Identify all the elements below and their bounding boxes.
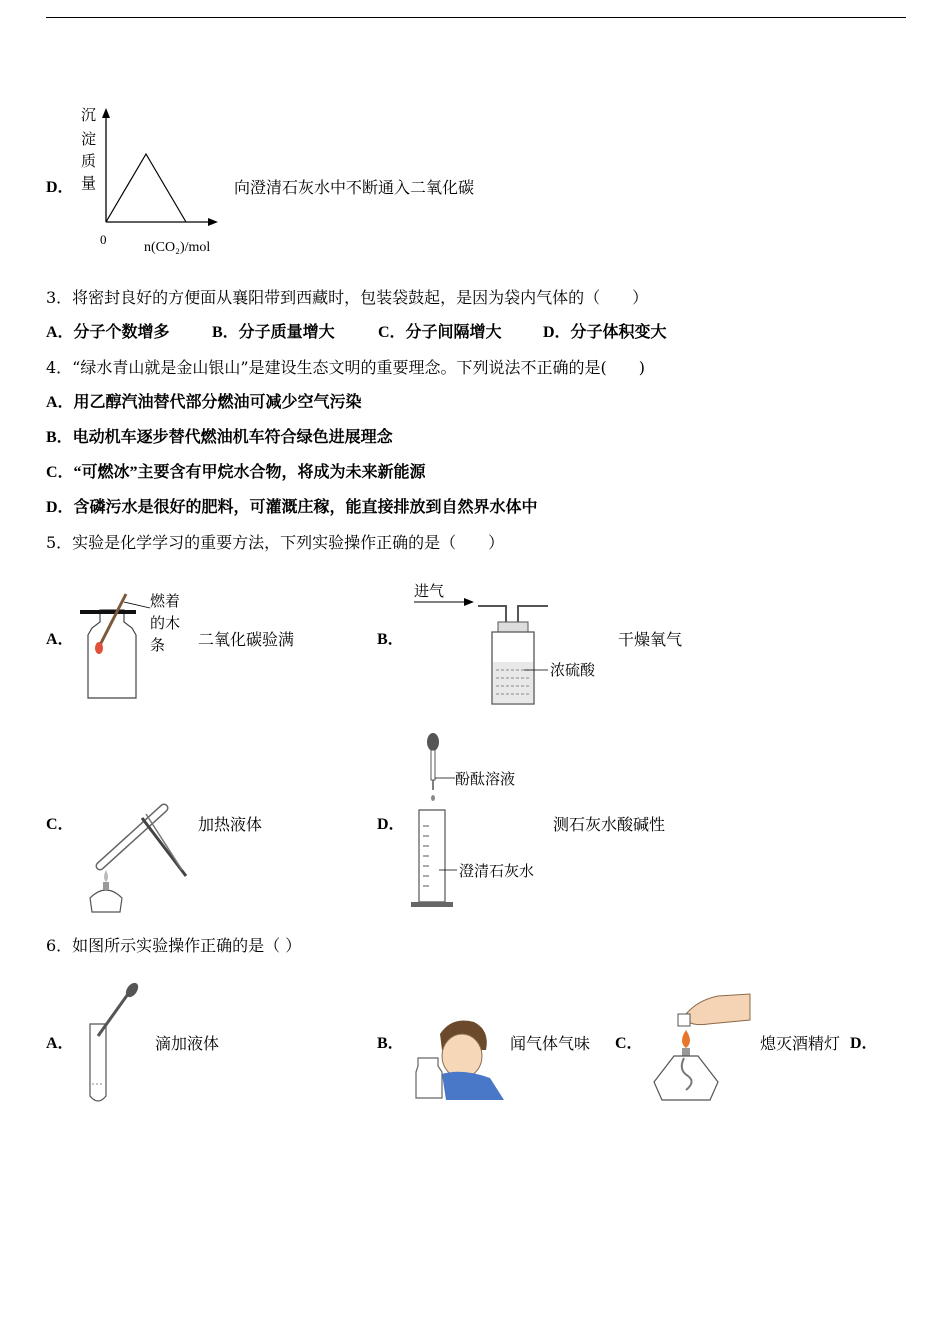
smelling-gas-figure	[412, 1016, 508, 1100]
label-pointer	[124, 602, 150, 608]
alcohol-lamp	[654, 1056, 718, 1100]
label-burning-1: 燃着	[150, 592, 181, 610]
q4-option-b: B．电动机车逐步替代燃油机车符合绿色进展理念	[46, 429, 393, 446]
dropper-bulb	[427, 733, 439, 751]
dropping-liquid-figure	[84, 984, 144, 1108]
q6-option-a-text: 滴加液体	[155, 1034, 220, 1053]
label-burning-2: 的木	[150, 614, 181, 632]
label-conc-sulfuric-acid: 浓硫酸	[550, 661, 596, 679]
q6-option-c-letter: C．	[615, 1035, 643, 1052]
gas-drying-figure	[412, 578, 612, 710]
graduated-cylinder	[419, 810, 445, 902]
extinguish-lamp-figure	[648, 990, 754, 1106]
q2-option-d-text: 向澄清石灰水中不断通入二氧化碳	[234, 178, 475, 197]
q6-stem: 6．如图所示实验操作正确的是（ ）	[46, 936, 302, 955]
hand	[686, 994, 750, 1025]
label-gas-in: 进气	[414, 582, 445, 600]
chart-ylabel-2: 淀	[81, 130, 97, 148]
q6-option-a-letter: A．	[46, 1035, 74, 1052]
q4-option-a: A．用乙醇汽油替代部分燃油可减少空气污染	[46, 394, 362, 411]
q5-option-b-text: 干燥氧气	[618, 630, 683, 649]
flame	[682, 1030, 690, 1048]
chart-ylabel-4: 量	[81, 174, 97, 192]
q5-option-a-letter: A．	[46, 631, 74, 648]
q6-option-b-text: 闻气体气味	[510, 1034, 591, 1053]
lamp-cap	[678, 1014, 690, 1026]
alcohol-lamp	[90, 890, 122, 912]
label-burning-3: 条	[150, 636, 166, 654]
acid-liquid	[493, 662, 533, 703]
q6-option-d-letter: D．	[850, 1035, 878, 1052]
face	[442, 1034, 482, 1078]
q3-stem: 3．将密封良好的方便面从襄阳带到西藏时，包装袋鼓起，是因为袋内气体的（ ）	[46, 288, 649, 307]
q5-option-b-letter: B．	[377, 631, 404, 648]
q5-option-a-text: 二氧化碳验满	[198, 630, 295, 649]
co2-test-figure	[78, 590, 198, 702]
q5-stem: 5．实验是化学学习的重要方法，下列实验操作正确的是（ ）	[46, 533, 505, 552]
shirt	[442, 1072, 504, 1100]
chart-origin: 0	[100, 232, 107, 247]
reagent-bottle	[416, 1058, 442, 1098]
q3-option-b: B．分子质量增大	[212, 324, 335, 341]
dropper	[98, 994, 128, 1036]
q6-option-c-text: 熄灭酒精灯	[760, 1034, 841, 1053]
phenolphthalein-test-figure	[405, 730, 555, 916]
q4-stem: 4．“绿水青山就是金山银山”是建设生态文明的重要理念。下列说法不正确的是( )	[46, 358, 646, 377]
q4-option-c: C．“可燃冰”主要含有甲烷水合物，将成为未来新能源	[46, 464, 426, 481]
precipitate-chart	[72, 104, 242, 258]
chart-y-arrow	[102, 108, 110, 118]
glass-slide	[80, 610, 136, 614]
dropper-tube	[431, 750, 435, 780]
q5-option-c-text: 加热液体	[198, 815, 263, 834]
chart-series-line	[106, 154, 186, 222]
header-rule	[46, 17, 906, 18]
heating-liquid-figure	[82, 800, 192, 918]
flame	[95, 642, 103, 654]
q3-option-a: A．分子个数增多	[46, 324, 170, 341]
q3-option-d: D．分子体积变大	[543, 324, 667, 341]
q5-option-c-letter: C．	[46, 816, 74, 833]
q3-option-c: C．分子间隔增大	[378, 324, 502, 341]
q2-option-d-letter: D．	[46, 179, 74, 196]
q5-option-d-text: 测石灰水酸碱性	[553, 815, 666, 834]
label-phenolphthalein: 酚酞溶液	[455, 770, 516, 788]
chart-x-arrow	[208, 218, 218, 226]
q4-option-d: D．含磷污水是很好的肥料，可灌溉庄稼，能直接排放到自然界水体中	[46, 499, 538, 516]
q6-option-b-letter: B．	[377, 1035, 404, 1052]
chart-ylabel-3: 质	[81, 152, 97, 170]
q5-option-d-letter: D．	[377, 816, 405, 833]
chart-ylabel-1: 沉	[81, 106, 97, 124]
label-limewater: 澄清石灰水	[459, 862, 535, 880]
chart-xlabel: n(CO₂)/mol	[144, 240, 211, 255]
